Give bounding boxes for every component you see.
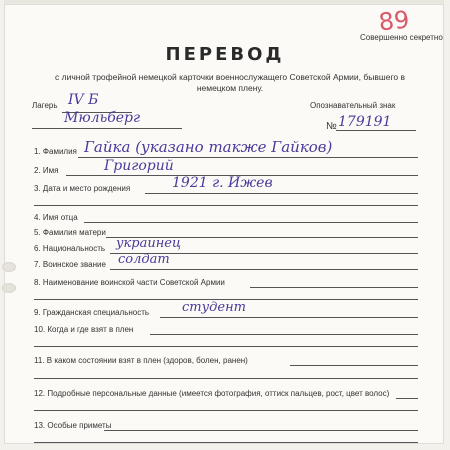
field-2-label: Имя (42, 166, 59, 175)
camp-location-line (32, 128, 182, 129)
field-12-label: Подробные персональные данные (имеется фотография, оттиск пальцев, рост, цвет волос) (47, 389, 390, 398)
field-3-line-2 (34, 205, 418, 206)
field-4-num: 4. (34, 213, 41, 222)
field-8-line (250, 287, 418, 288)
document-subtitle: с личной трофейной немецкой карточки военнослужащего Советской Армии, бывшего в немецком плену. (55, 72, 405, 93)
field-3-line (145, 193, 418, 194)
field-5-num: 5. (34, 228, 41, 237)
field-13-line (104, 430, 418, 431)
camp-label: Лагерь (32, 101, 58, 110)
field-12-line-2 (34, 410, 418, 411)
field-9-value: студент (182, 300, 246, 315)
punch-hole (2, 262, 16, 272)
field-9-label: Гражданская специальность (42, 308, 150, 317)
field-10-line (150, 334, 418, 335)
field-7-num: 7. (34, 260, 41, 269)
field-13-label: Особые приметы (47, 421, 112, 430)
field-9-num: 9. (34, 308, 41, 317)
field-13-num: 13. (34, 421, 46, 430)
field-4-line (84, 222, 418, 223)
camp-location: Мюльберг (64, 110, 141, 126)
field-11-label: В каком состоянии взят в плен (здоров, болен, ранен) (46, 356, 248, 365)
field-1-label: Фамилия (42, 147, 77, 156)
field-11-line (290, 365, 418, 366)
field-7-label: Воинское звание (42, 260, 106, 269)
id-tag-prefix: № (326, 121, 337, 132)
field-12-line (396, 398, 418, 399)
id-tag-label: Опознавательный знак (310, 101, 396, 110)
id-tag-line (336, 130, 416, 131)
field-3-value: 1921 г. Ижев (172, 175, 273, 191)
field-3-label: Дата и место рождения (42, 184, 131, 193)
field-8-label: Наименование воинской части Советской Армии (42, 278, 225, 287)
field-3-num: 3. (34, 184, 41, 193)
field-8-num: 8. (34, 278, 41, 287)
field-10-num: 10. (34, 325, 46, 334)
field-5-label: Фамилия матери (42, 228, 106, 237)
field-1-value: Гайка (указано также Гайков) (84, 138, 333, 156)
field-13-line-2 (34, 442, 418, 443)
field-11-line-2 (34, 378, 418, 379)
archive-number: 89 (377, 5, 411, 37)
field-1-num: 1. (34, 147, 41, 156)
field-12-num: 12. (34, 389, 46, 398)
field-10-label: Когда и где взят в плен (47, 325, 134, 334)
camp-value: IV Б (68, 92, 99, 108)
field-6-num: 6. (34, 244, 41, 253)
id-tag-value: 179191 (338, 114, 392, 130)
field-2-value: Григорий (104, 158, 174, 174)
field-7-value: солдат (118, 252, 170, 267)
field-6-label: Национальность (42, 244, 106, 253)
field-7-line (110, 269, 418, 270)
document-title: ПЕРЕВОД (165, 44, 285, 65)
field-9-line (160, 317, 418, 318)
punch-hole (2, 283, 16, 293)
field-4-label: Имя отца (42, 213, 78, 222)
field-6-value: украинец (116, 236, 182, 251)
field-2-num: 2. (34, 166, 41, 175)
secret-stamp: Совершенно секретно (360, 33, 443, 42)
field-11-num: 11. (34, 356, 45, 365)
field-10-line-2 (34, 346, 418, 347)
